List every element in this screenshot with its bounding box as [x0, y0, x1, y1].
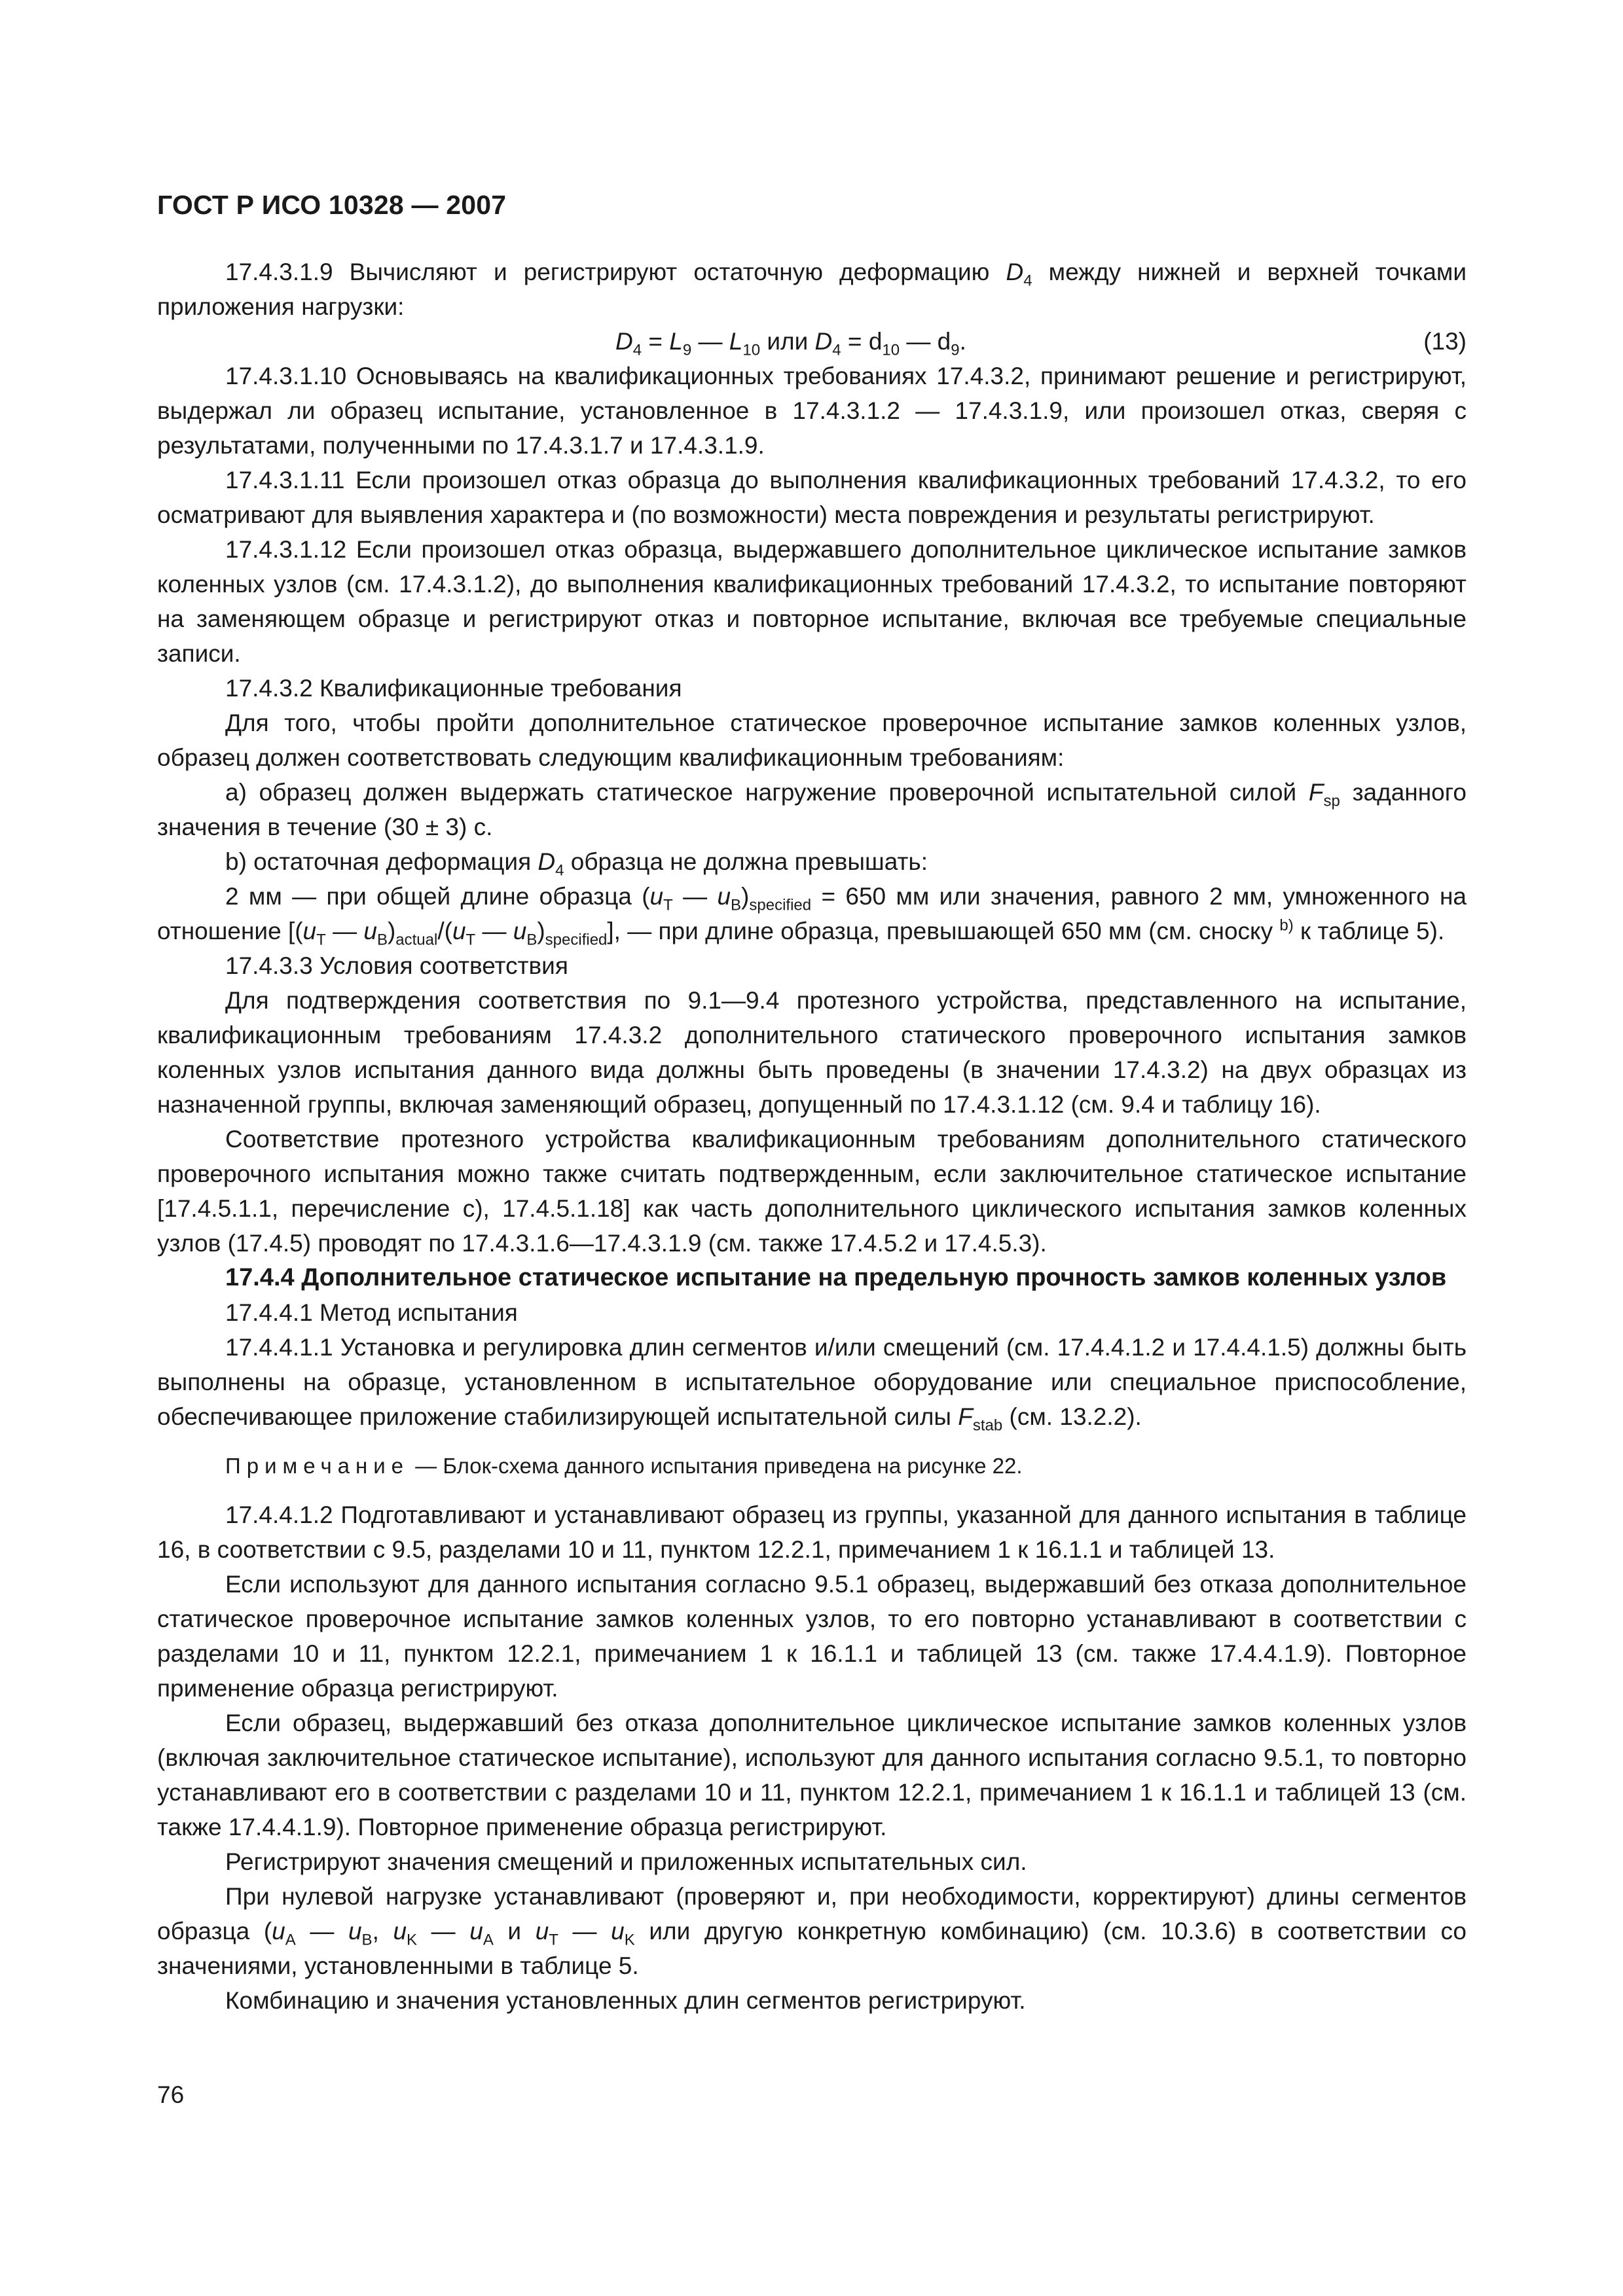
- document-page: [157, 190, 1467, 2018]
- paragraph-record-lengths: Комбинацию и значения установленных длин сегментов регистрируют.: [225, 1987, 1026, 2014]
- equation-formula: $D_4 = L_9$ — $L_{10}$ или $D_4 = d_{10}$ — $d_9$.: [615, 328, 966, 359]
- list-item-a: a) образец должен выдержать статическое нагружение проверочной испытательной силой $F_{sp}$ заданного значения в течение (30 ± 3) с.: [157, 779, 1467, 840]
- document-header: ГОСТ Р ИСО 10328 — 2007: [157, 190, 507, 220]
- paragraph-deformation-limit: 2 мм — при общей длине образца ($u_T$ — $u_B)_{specified} = 650$ мм или значения, равного 2 мм, умноженного на отношение [($u_T$ — $u_B)_{actual}/(u_T$ — $u_B)_{specified}$], — при длине образца, превышающей 650 мм (см. сноску $^{b)}$ к таблице 5).: [157, 883, 1467, 949]
- heading-17-4-3-3: 17.4.3.3 Условия соответствия: [225, 952, 568, 979]
- paragraph-reuse-cyclic: Если образец, выдержавший без отказа дополнительное циклическое испытание замков коленных узлов (включая заключительное статическое испытание), используют для данного испытания согласно 9.5.1, то повторно устанавливают его в соответствии с разделами 10 и 11, пунктом 12.2.1, примечанием 1 к 16.1.1 и таблицей 13 (см. также 17.4.4.1.9). Повторное применение образца регистрируют.: [157, 1710, 1467, 1840]
- heading-17-4-4: 17.4.4 Дополнительное статическое испытание на предельную прочность замков коленных узлов: [225, 1264, 1447, 1291]
- heading-17-4-4-1: 17.4.4.1 Метод испытания: [225, 1299, 518, 1326]
- heading-17-4-3-2: 17.4.3.2 Квалификационные требования: [225, 675, 682, 702]
- equation-number: (13): [1423, 328, 1467, 355]
- paragraph-conformity-2: Соответствие протезного устройства квалификационным требованиям дополнительного статического проверочного испытания можно также считать подтвержденным, если заключительное статическое испытание [17.4.5.1.1, перечисление с), 17.4.5.1.18] как часть дополнительного циклического испытания замков коленных узлов (17.4.5) проводят по 17.4.3.1.6—17.4.3.1.9 (см. также 17.4.5.2 и 17.4.5.3).: [157, 1126, 1467, 1257]
- paragraph-17-4-3-1-10: 17.4.3.1.10 Основываясь на квалификационных требованиях 17.4.3.2, принимают решение и регистрируют, выдержал ли образец испытание, установленное в 17.4.3.1.2 — 17.4.3.1.9, или произошел отказ, сверяя с результатами, полученными по 17.4.3.1.7 и 17.4.3.1.9.: [157, 363, 1467, 459]
- paragraph-17-4-4-1-1: 17.4.4.1.1 Установка и регулировка длин сегментов и/или смещений (см. 17.4.4.1.2 и 17.4.4.1.5) должны быть выполнены на образце, установленном в испытательное оборудование или специальное приспособление, обеспечивающее приложение стабилизирующей испытательной силы $F_{stab}$ (см. 13.2.2).: [157, 1334, 1467, 1435]
- paragraph-zero-load: При нулевой нагрузке устанавливают (проверяют и, при необходимости, корректируют) длины сегментов образца ($u_A$ — $u_B$, $u_K$ — $u_A$ и $u_T$ — $u_K$ или другую конкретную комбинацию) (см. 10.3.6) в соответствии со значениями, установленными в таблице 5.: [157, 1883, 1467, 1979]
- paragraph-17-4-3-1-12: 17.4.3.1.12 Если произошел отказ образца, выдержавшего дополнительное циклическое испытание замков коленных узлов (см. 17.4.3.1.2), до выполнения квалификационных требований 17.4.3.2, то испытание повторяют на заменяющем образце и регистрируют отказ и повторное испытание, включая все требуемые специальные записи.: [157, 536, 1467, 667]
- paragraph-conformity-1: Для подтверждения соответствия по 9.1—9.4 протезного устройства, представленного на испытание, квалификационным требованиям 17.4.3.2 дополнительного статического проверочного испытания замков коленных узлов испытания данного вида должны быть проведены (в значении 17.4.3.2) на двух образцах из назначенной группы, включая заменяющий образец, допущенный по 17.4.3.1.12 (см. 9.4 и таблицу 16).: [157, 987, 1467, 1118]
- paragraph-reuse-static: Если используют для данного испытания согласно 9.5.1 образец, выдержавший без отказа дополнительное статическое проверочное испытание замков коленных узлов, то его повторно устанавливают в соответствии с разделами 10 и 11, пунктом 12.2.1, примечанием 1 к 16.1.1 и таблицей 13 (см. также 17.4.4.1.9). Повторное применение образца регистрируют.: [157, 1571, 1467, 1702]
- paragraph-17-4-3-1-11: 17.4.3.1.11 Если произошел отказ образца до выполнения квалификационных требований 17.4.3.2, то его осматривают для выявления характера и (по возможности) места повреждения и результаты регистрируют.: [157, 467, 1467, 528]
- paragraph-17-4-3-1-9: 17.4.3.1.9 Вычисляют и регистрируют остаточную деформацию $D_4$ между нижней и верхней точками приложения нагрузки:: [157, 259, 1467, 320]
- paragraph-record-offsets: Регистрируют значения смещений и приложенных испытательных сил.: [225, 1848, 1027, 1875]
- note-text: — Блок-схема данного испытания приведена на рисунке 22.: [409, 1454, 1023, 1478]
- paragraph-requirements-intro: Для того, чтобы пройти дополнительное статическое проверочное испытание замков коленных узлов, образец должен соответствовать следующим квалификационным требованиям:: [157, 709, 1467, 771]
- list-item-b: b) остаточная деформация $D_4$ образца не должна превышать:: [225, 848, 928, 880]
- paragraph-17-4-4-1-2: 17.4.4.1.2 Подготавливают и устанавливают образец из группы, указанной для данного испытания в таблице 16, в соответствии с 9.5, разделами 10 и 11, пунктом 12.2.1, примечанием 1 к 16.1.1 и таблицей 13.: [157, 1501, 1467, 1563]
- page-number: 76: [157, 2081, 185, 2108]
- equation-13: [157, 324, 1467, 359]
- note-label: Примечание: [225, 1454, 410, 1478]
- note: [157, 1448, 1467, 1483]
